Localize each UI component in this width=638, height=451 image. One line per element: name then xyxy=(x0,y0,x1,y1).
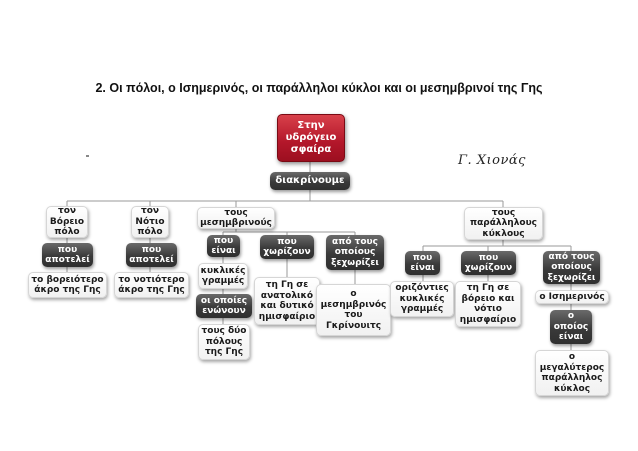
meridians-node: τους μεσημβρινούς xyxy=(197,207,275,229)
largest-parallel-node: ο μεγαλύτερος παράλληλος κύκλος xyxy=(535,350,609,396)
meridians-two-poles: τους δύο πόλους της Γης xyxy=(198,324,250,360)
south-pole-description: το νοτιότερο άκρο της Γης xyxy=(114,272,189,298)
meridians-divide-node: που χωρίζουν xyxy=(260,235,314,259)
meridians-which-join-node: οι οποίες ενώνουν xyxy=(196,294,252,318)
greenwich-meridian: ο μεσημβρινός του Γκρίνουιτς xyxy=(316,284,391,336)
page-title: 2. Οι πόλοι, ο Ισημερινός, οι παράλληλοι κύκλοι και οι μεσημβρινοί της Γης xyxy=(95,81,543,95)
parallels-horizontal-lines: οριζόντιες κυκλικές γραμμές xyxy=(390,281,454,317)
parallels-divide-node: που χωρίζουν xyxy=(461,251,516,275)
parallels-node: τους παράλληλους κύκλους xyxy=(464,207,543,240)
north-pole-description: το βορειότερο άκρο της Γης xyxy=(28,272,107,298)
meridians-east-west: τη Γη σε ανατολικό και δυτικό ημισφαίριο xyxy=(254,277,320,325)
north-pole-constitutes-node: που αποτελεί xyxy=(42,243,93,267)
distinguish-node: διακρίνουμε xyxy=(270,172,350,190)
parallels-are-node: που είναι xyxy=(405,251,440,275)
meridians-circular-lines: κυκλικές γραμμές xyxy=(198,263,248,289)
equator-node: ο Ισημερινός xyxy=(535,290,609,304)
meridians-are-node: που είναι xyxy=(207,235,240,257)
equator-which-is-node: ο οποίος είναι xyxy=(550,310,592,344)
parallels-from-which-node: από τους οποίους ξεχωρίζει xyxy=(543,251,600,284)
south-pole-node: τον Νότιο πόλο xyxy=(131,206,169,238)
meridians-from-which-node: από τους οποίους ξεχωρίζει xyxy=(326,235,384,270)
root-node: Στην υδρόγειο σφαίρα xyxy=(277,114,345,162)
south-pole-constitutes-node: που αποτελεί xyxy=(126,243,177,267)
north-pole-node: τον Βόρειο πόλο xyxy=(46,206,88,238)
parallels-north-south: τη Γη σε βόρειο και νότιο ημισφαίριο xyxy=(455,281,521,327)
author-signature: Γ. Χιονάς xyxy=(458,153,526,168)
